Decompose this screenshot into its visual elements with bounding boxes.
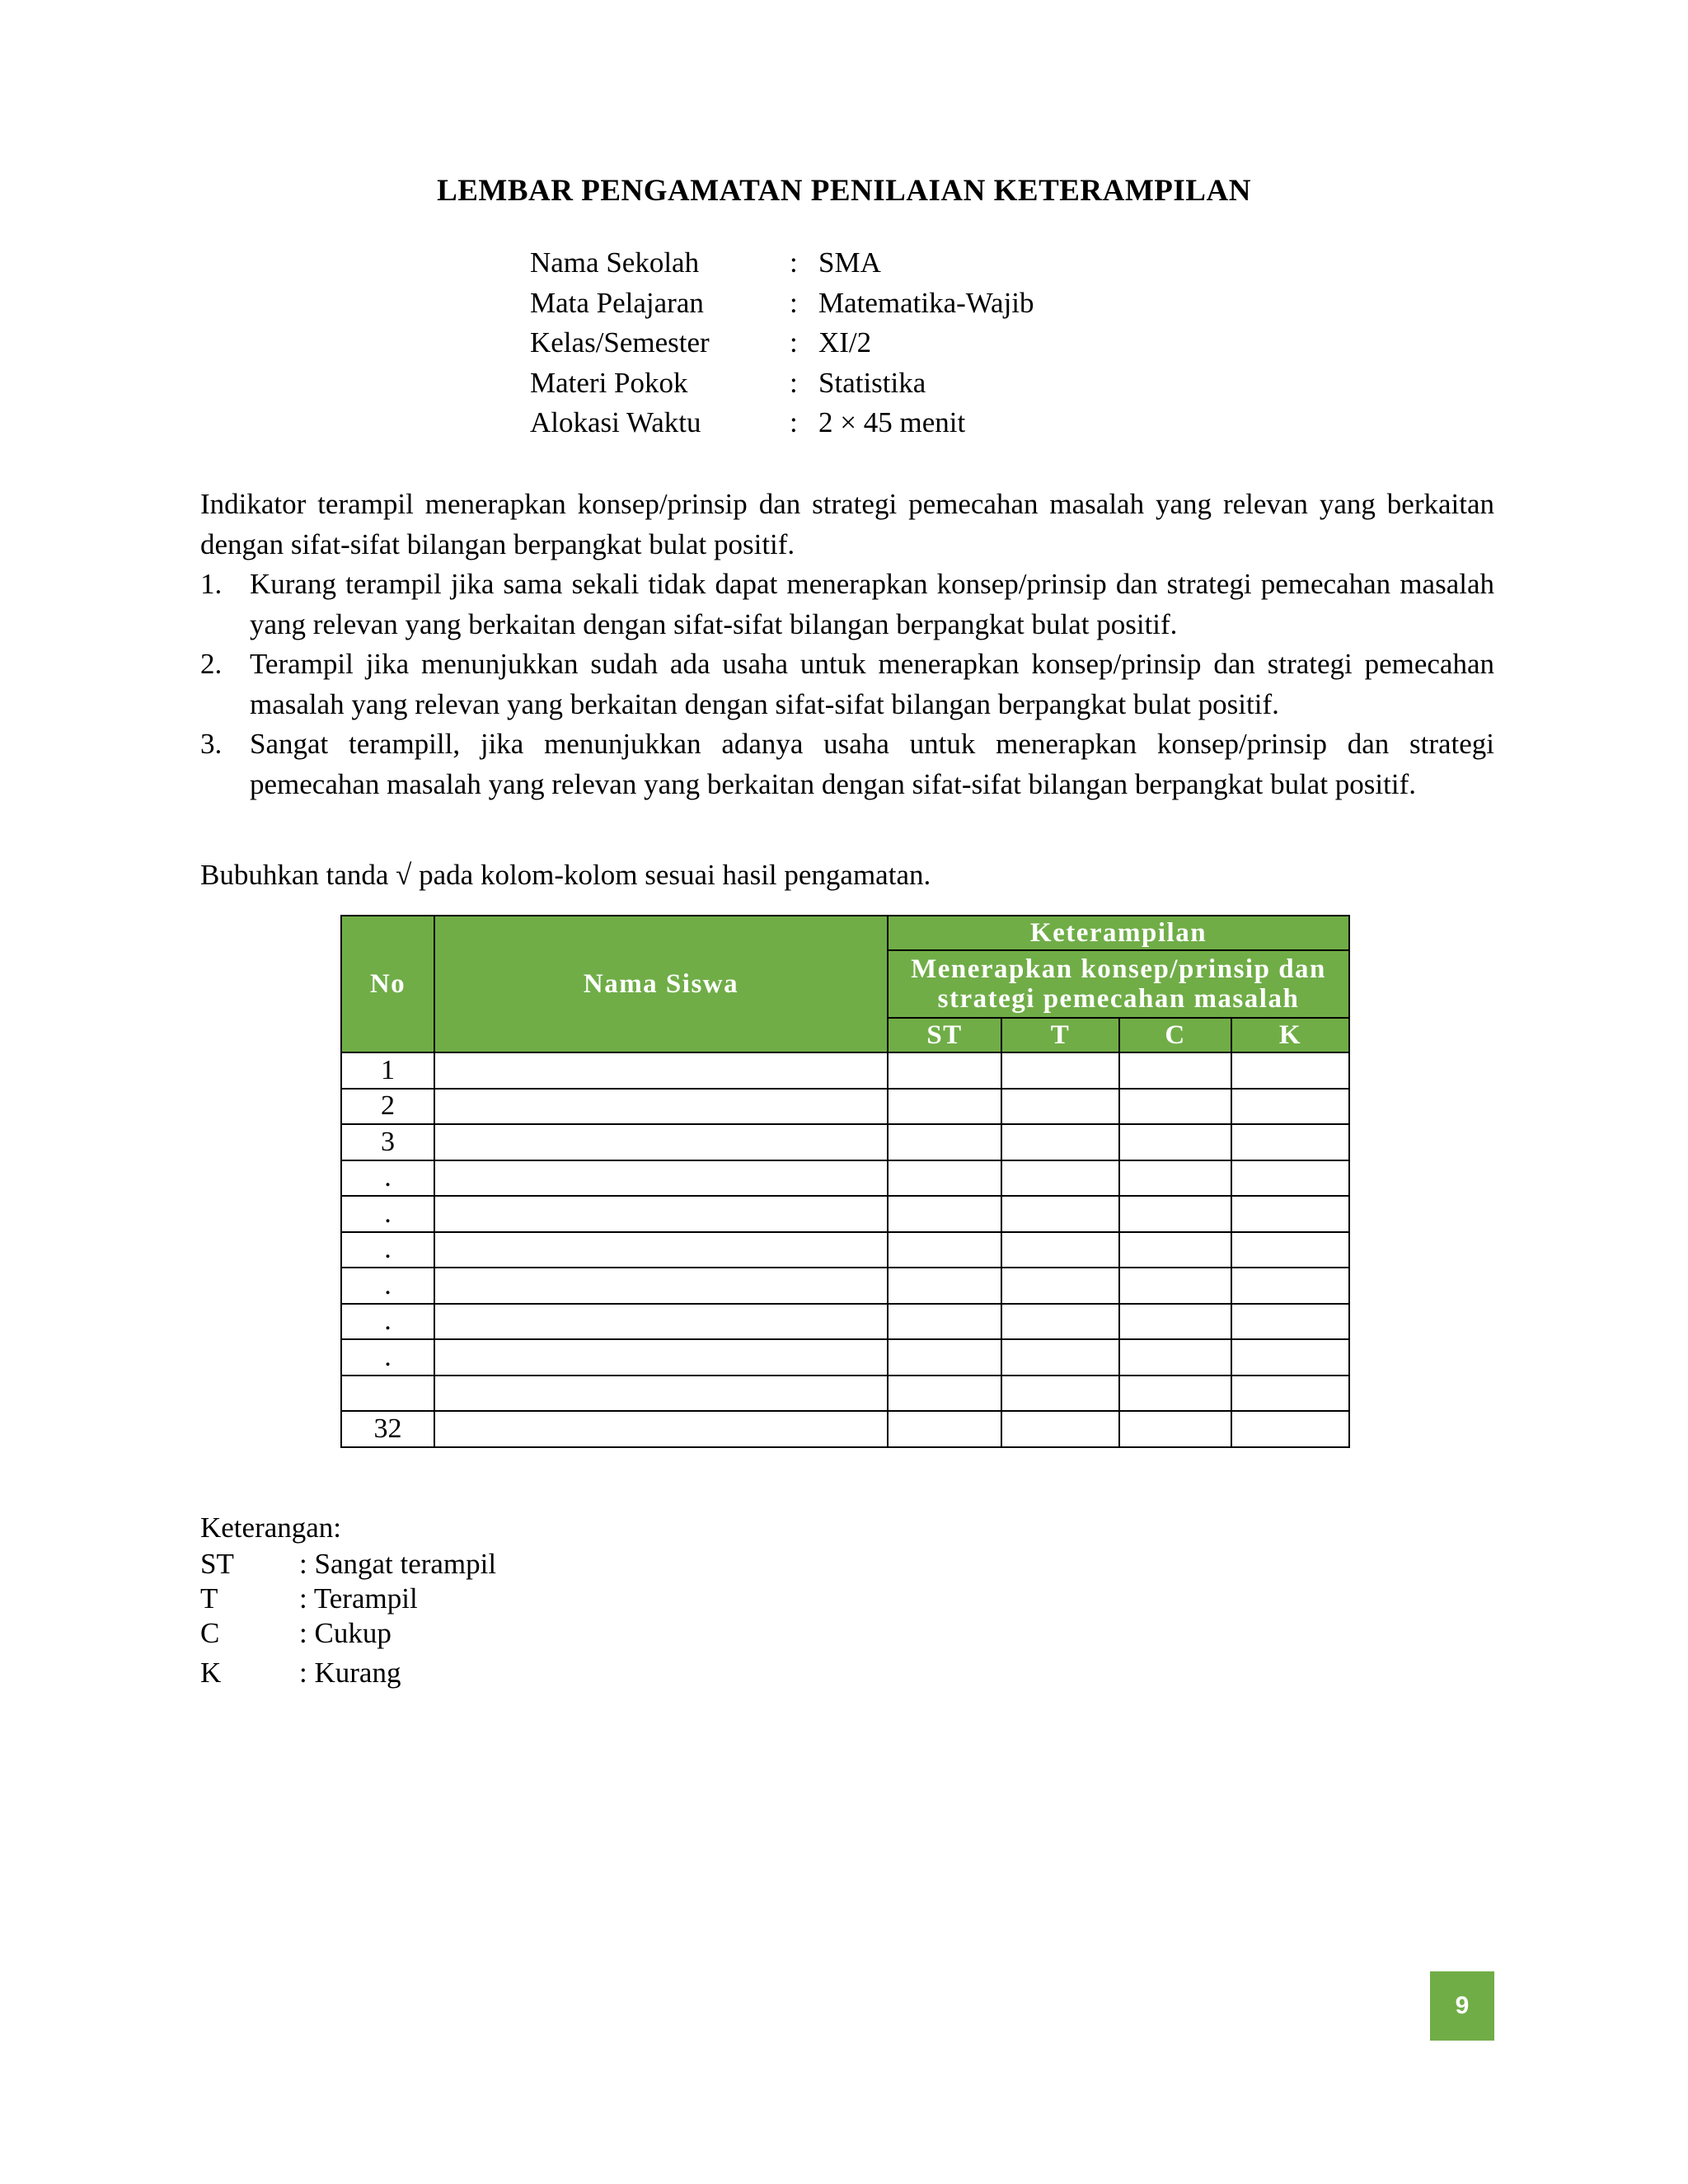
legend-item	[200, 1656, 496, 1690]
cell-score-k[interactable]	[1231, 1376, 1349, 1412]
info-value: Statistika	[818, 366, 926, 399]
info-label: Alokasi Waktu	[530, 406, 701, 438]
header-score-c: C	[1119, 1018, 1231, 1052]
cell-score-st[interactable]	[888, 1196, 1001, 1232]
cell-student-name[interactable]	[434, 1304, 888, 1340]
list-item	[200, 565, 1494, 644]
cell-no: .	[341, 1160, 434, 1197]
legend-key: T	[200, 1582, 218, 1615]
cell-score-t[interactable]	[1001, 1268, 1119, 1304]
cell-score-t[interactable]	[1001, 1124, 1119, 1160]
cell-student-name[interactable]	[434, 1089, 888, 1125]
list-item	[200, 724, 1494, 804]
cell-score-k[interactable]	[1231, 1411, 1349, 1447]
cell-score-k[interactable]	[1231, 1160, 1349, 1197]
header-skill: Keterampilan	[888, 916, 1349, 950]
legend-desc: : Cukup	[299, 1617, 392, 1649]
cell-score-t[interactable]	[1001, 1089, 1119, 1125]
info-colon: :	[790, 406, 798, 438]
cell-score-c[interactable]	[1119, 1411, 1231, 1447]
cell-score-c[interactable]	[1119, 1232, 1231, 1268]
cell-student-name[interactable]	[434, 1196, 888, 1232]
legend-title: Keterangan:	[200, 1511, 342, 1544]
cell-student-name[interactable]	[434, 1052, 888, 1089]
cell-score-c[interactable]	[1119, 1124, 1231, 1160]
cell-student-name[interactable]	[434, 1339, 888, 1376]
cell-score-k[interactable]	[1231, 1052, 1349, 1089]
list-number: 3.	[200, 728, 223, 760]
cell-score-st[interactable]	[888, 1232, 1001, 1268]
cell-score-st[interactable]	[888, 1376, 1001, 1412]
info-row-school	[530, 243, 1034, 284]
info-row-class	[530, 323, 1034, 363]
header-score-t: T	[1001, 1018, 1119, 1052]
cell-student-name[interactable]	[434, 1268, 888, 1304]
cell-no: 3	[341, 1124, 434, 1160]
indicator-paragraph: Indikator terampil menerapkan konsep/prinsip dan strategi pemecahan masalah yang relevan yang berkaitan dengan sifat-sifat bilangan berpangkat bulat positif.	[200, 488, 1494, 560]
list-text: Kurang terampil jika sama sekali tidak dapat menerapkan konsep/prinsip dan strategi pemecahan masalah yang relevan yang berkaitan dengan sifat-sifat bilangan berpangkat bulat positif.	[250, 568, 1494, 640]
cell-score-c[interactable]	[1119, 1160, 1231, 1197]
header-score-k: K	[1231, 1018, 1349, 1052]
info-label: Kelas/Semester	[530, 326, 710, 359]
cell-no: 2	[341, 1089, 434, 1125]
table-row	[341, 1304, 1349, 1340]
cell-score-c[interactable]	[1119, 1376, 1231, 1412]
cell-score-c[interactable]	[1119, 1339, 1231, 1376]
cell-no: .	[341, 1196, 434, 1232]
table-row	[341, 1089, 1349, 1125]
info-value: 2 × 45 menit	[818, 406, 966, 438]
header-score-st: ST	[888, 1018, 1001, 1052]
cell-score-c[interactable]	[1119, 1196, 1231, 1232]
table-row	[341, 1160, 1349, 1197]
info-colon: :	[790, 286, 798, 319]
cell-score-c[interactable]	[1119, 1304, 1231, 1340]
legend-desc: : Sangat terampil	[299, 1548, 497, 1580]
info-value: SMA	[818, 246, 881, 279]
cell-score-k[interactable]	[1231, 1304, 1349, 1340]
instruction-text: Bubuhkan tanda √ pada kolom-kolom sesuai hasil pengamatan.	[200, 859, 931, 891]
cell-no: 32	[341, 1411, 434, 1447]
list-text: Sangat terampill, jika menunjukkan adanya usaha untuk menerapkan konsep/prinsip dan strategi pemecahan masalah yang relevan yang berkaitan dengan sifat-sifat bilangan berpangkat bulat positif.	[250, 728, 1494, 800]
document-info	[530, 243, 1034, 443]
cell-score-st[interactable]	[888, 1124, 1001, 1160]
cell-no: .	[341, 1268, 434, 1304]
table-body	[341, 1052, 1349, 1447]
info-row-time	[530, 403, 1034, 443]
criteria-list	[200, 565, 1494, 804]
legend-item	[200, 1616, 496, 1651]
page-title: LEMBAR PENGAMATAN PENILAIAN KETERAMPILAN	[437, 174, 1251, 208]
cell-score-c[interactable]	[1119, 1089, 1231, 1125]
cell-score-k[interactable]	[1231, 1268, 1349, 1304]
cell-no: .	[341, 1232, 434, 1268]
legend-desc: : Terampil	[299, 1582, 418, 1615]
info-row-topic	[530, 363, 1034, 404]
table-row	[341, 1232, 1349, 1268]
legend-key: ST	[200, 1548, 234, 1580]
list-number: 2.	[200, 648, 223, 680]
cell-score-st[interactable]	[888, 1089, 1001, 1125]
header-no: No	[341, 916, 434, 1052]
cell-score-k[interactable]	[1231, 1232, 1349, 1268]
table-row	[341, 1376, 1349, 1412]
info-value: Matematika-Wajib	[818, 286, 1034, 319]
legend-item	[200, 1582, 496, 1616]
cell-score-t[interactable]	[1001, 1304, 1119, 1340]
cell-score-t[interactable]	[1001, 1160, 1119, 1197]
table-row	[341, 1339, 1349, 1376]
cell-student-name[interactable]	[434, 1376, 888, 1412]
info-colon: :	[790, 246, 798, 279]
list-item	[200, 644, 1494, 724]
cell-score-k[interactable]	[1231, 1339, 1349, 1376]
cell-score-c[interactable]	[1119, 1268, 1231, 1304]
page-number: 9	[1430, 1971, 1494, 2041]
cell-score-t[interactable]	[1001, 1232, 1119, 1268]
cell-score-st[interactable]	[888, 1160, 1001, 1197]
cell-score-t[interactable]	[1001, 1339, 1119, 1376]
cell-score-st[interactable]	[888, 1052, 1001, 1089]
cell-score-st[interactable]	[888, 1304, 1001, 1340]
info-colon: :	[790, 366, 798, 399]
legend-item	[200, 1547, 496, 1582]
legend	[200, 1511, 496, 1690]
info-value: XI/2	[818, 326, 872, 359]
cell-score-st[interactable]	[888, 1268, 1001, 1304]
info-row-subject	[530, 284, 1034, 324]
table-row	[341, 1052, 1349, 1089]
legend-desc: : Kurang	[299, 1657, 401, 1689]
cell-student-name[interactable]	[434, 1124, 888, 1160]
list-number: 1.	[200, 568, 223, 600]
legend-key: K	[200, 1657, 222, 1689]
cell-score-st[interactable]	[888, 1411, 1001, 1447]
table-row	[341, 1196, 1349, 1232]
cell-score-k[interactable]	[1231, 1196, 1349, 1232]
cell-score-t[interactable]	[1001, 1052, 1119, 1089]
info-label: Materi Pokok	[530, 366, 688, 399]
observation-table	[340, 915, 1350, 1448]
legend-key: C	[200, 1617, 220, 1649]
table-row	[341, 1268, 1349, 1304]
cell-score-k[interactable]	[1231, 1089, 1349, 1125]
table-row	[341, 1411, 1349, 1447]
table-row	[341, 1124, 1349, 1160]
cell-score-k[interactable]	[1231, 1124, 1349, 1160]
cell-no: 1	[341, 1052, 434, 1089]
header-skill-description: Menerapkan konsep/prinsip dan strategi pemecahan masalah	[888, 950, 1349, 1018]
info-colon: :	[790, 326, 798, 359]
cell-student-name[interactable]	[434, 1160, 888, 1197]
cell-score-c[interactable]	[1119, 1052, 1231, 1089]
info-label: Mata Pelajaran	[530, 286, 704, 319]
header-student-name: Nama Siswa	[434, 916, 888, 1052]
cell-score-st[interactable]	[888, 1339, 1001, 1376]
cell-no: .	[341, 1339, 434, 1376]
cell-no	[341, 1376, 434, 1412]
cell-score-t[interactable]	[1001, 1411, 1119, 1447]
cell-student-name[interactable]	[434, 1232, 888, 1268]
cell-no: .	[341, 1304, 434, 1340]
cell-score-t[interactable]	[1001, 1196, 1119, 1232]
cell-student-name[interactable]	[434, 1411, 888, 1447]
info-label: Nama Sekolah	[530, 246, 700, 279]
list-text: Terampil jika menunjukkan sudah ada usaha untuk menerapkan konsep/prinsip dan strategi pemecahan masalah yang relevan yang berkaitan dengan sifat-sifat bilangan berpangkat bulat positif.	[250, 648, 1494, 720]
indicator-section	[200, 485, 1494, 804]
cell-score-t[interactable]	[1001, 1376, 1119, 1412]
